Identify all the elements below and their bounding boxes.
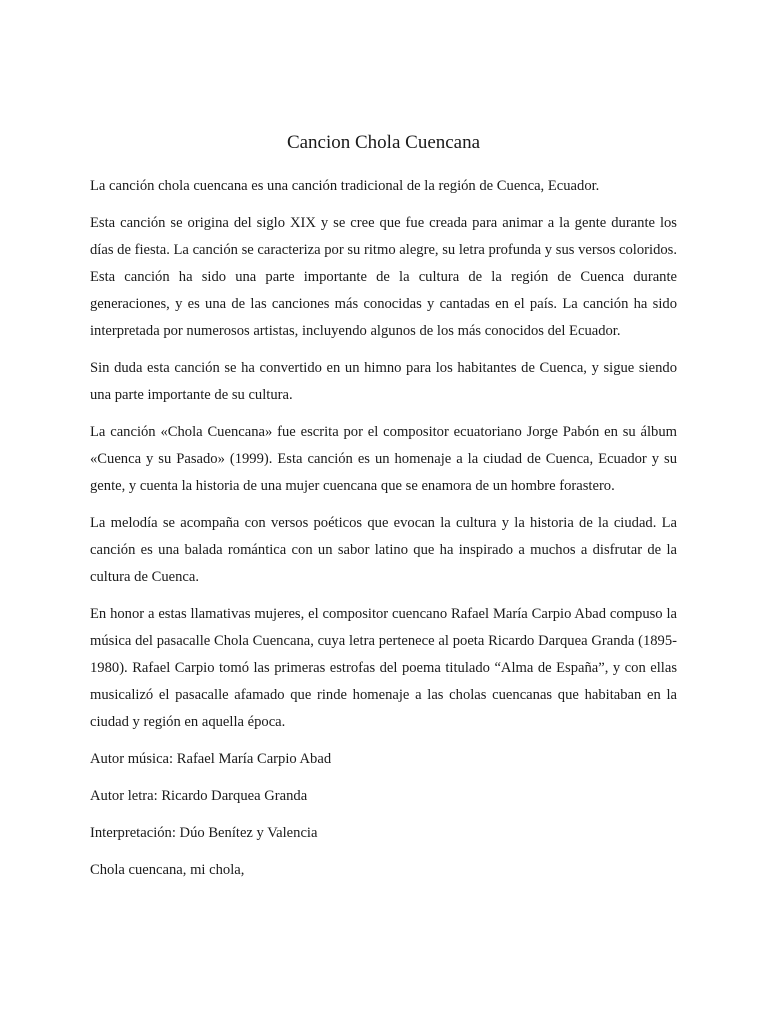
credit-music-author: Autor música: Rafael María Carpio Abad: [90, 751, 332, 767]
document-page: [90, 130, 677, 894]
paragraph-history: En honor a estas llamativas mujeres, el compositor cuencano Rafael María Carpio Abad compuso la música del pasacalle Chola Cuencana, cuya letra pertenece al poeta Ricardo Darquea Granda (1895-1980). Rafael Carpio tomó las primeras estrofas del poema titulado “Alma de España”, y con ellas musicalizó el pasacalle afamado que rinde homenaje a las cholas cuencanas que habitaban en la ciudad y región en aquella época.: [90, 606, 677, 730]
paragraph-melody: La melodía se acompaña con versos poéticos que evocan la cultura y la historia de la ciudad. La canción es una balada romántica con un sabor latino que ha inspirado a muchos a disfrutar de la cultura de Cuenca.: [90, 515, 677, 585]
paragraph-anthem: Sin duda esta canción se ha convertido en un himno para los habitantes de Cuenca, y sigue siendo una parte importante de su cultura.: [90, 360, 677, 403]
paragraph-composer: La canción «Chola Cuencana» fue escrita por el compositor ecuatoriano Jorge Pabón en su álbum «Cuenca y su Pasado» (1999). Esta canción es un homenaje a la ciudad de Cuenca, Ecuador y su gente, y cuenta la historia de una mujer cuencana que se enamora de un hombre forastero.: [90, 424, 677, 494]
paragraph-intro: La canción chola cuencana es una canción tradicional de la región de Cuenca, Ecuador.: [90, 178, 600, 194]
paragraph-origin: Esta canción se origina del siglo XIX y se cree que fue creada para animar a la gente durante los días de fiesta. La canción se caracteriza por su ritmo alegre, su letra profunda y sus versos coloridos. Esta canción ha sido una parte importante de la cultura de la región de Cuenca durante generaciones, y es una de las canciones más conocidas y cantadas en el país. La canción ha sido interpretada por numerosos artistas, incluyendo algunos de los más conocidos del Ecuador.: [90, 215, 677, 339]
lyrics-first-line: Chola cuencana, mi chola,: [90, 862, 245, 878]
document-title: Cancion Chola Cuencana: [286, 132, 481, 153]
credit-lyrics-author: Autor letra: Ricardo Darquea Granda: [90, 788, 308, 804]
credit-performers: Interpretación: Dúo Benítez y Valencia: [90, 825, 318, 841]
